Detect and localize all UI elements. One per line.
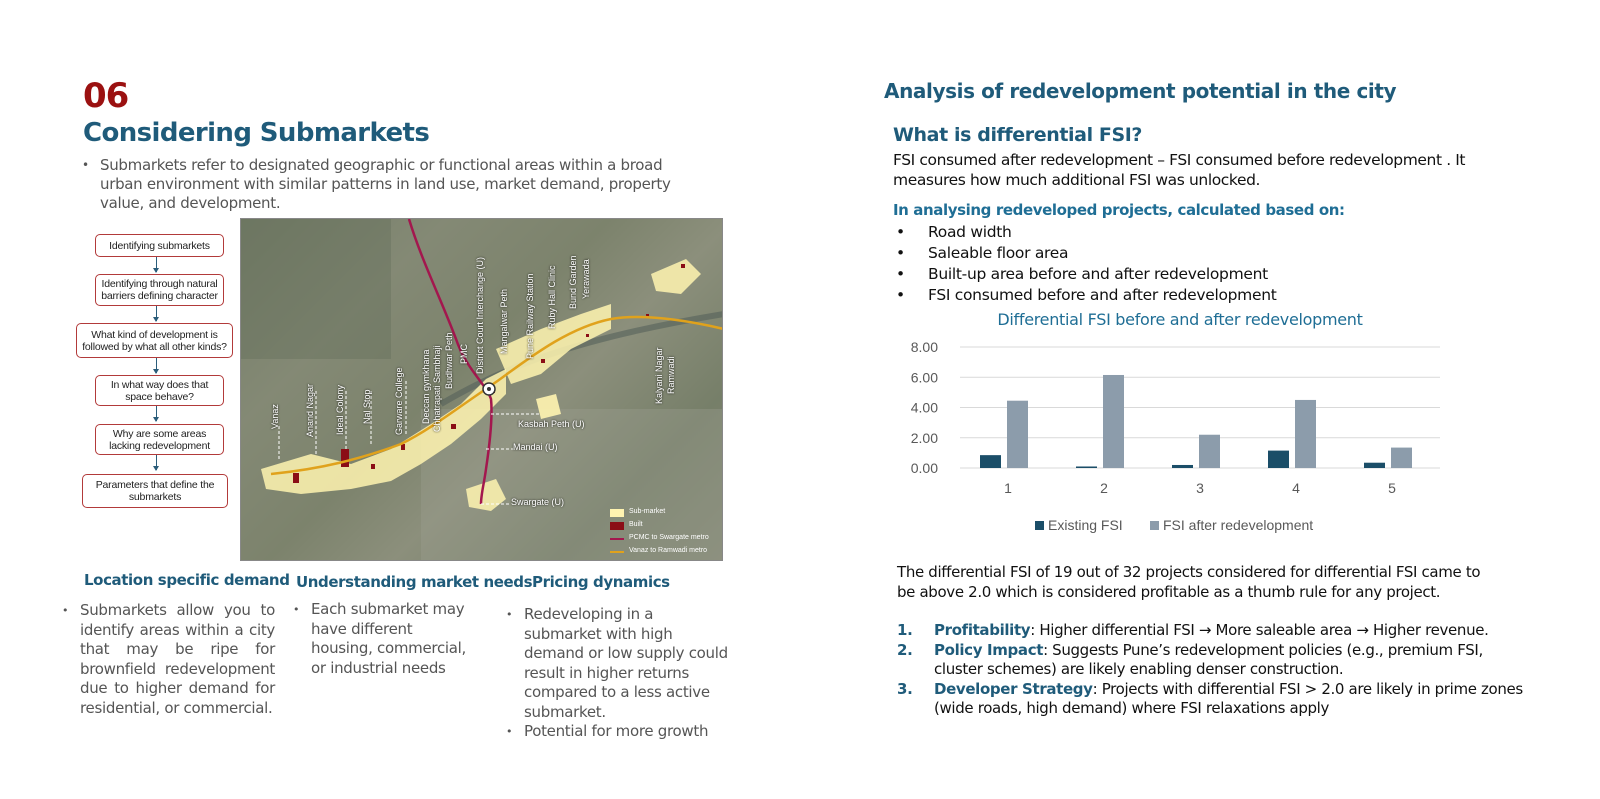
intro-bullet — [82, 156, 702, 213]
flow-step-5: Why are some areas lacking redevelopment — [95, 424, 224, 455]
y-tick-label: 0.00 — [910, 460, 938, 476]
y-tick-label: 8.00 — [910, 339, 938, 355]
list-number: 3. — [897, 679, 913, 698]
bar-existing-fsi-5 — [1364, 463, 1385, 468]
bullet-dot: • — [62, 604, 69, 617]
map-label: Kalyani Nagar — [654, 347, 664, 404]
bar-fsi-after-2 — [1103, 375, 1124, 468]
legend-label: FSI after redevelopment — [1163, 517, 1314, 533]
map-label: Ramwadi — [666, 356, 676, 394]
legend-swatch — [1035, 521, 1044, 530]
x-tick-label: 1 — [1004, 480, 1012, 496]
bullet-dot: • — [896, 223, 905, 241]
flow-arrow — [156, 306, 157, 321]
chart-title: Differential FSI before and after redevelopment — [997, 310, 1363, 329]
y-tick-label: 6.00 — [910, 369, 938, 386]
list-item-text: Saleable floor area — [928, 244, 1069, 262]
bullet-dot: • — [506, 725, 513, 738]
map-label: Nal Stop — [362, 389, 372, 424]
point-keyword: Policy Impact — [934, 640, 1044, 659]
map-label: Mangalwar Peth — [499, 288, 509, 354]
map-label: Deccan gymkhana — [421, 349, 431, 424]
bar-fsi-after-1 — [1007, 401, 1028, 468]
map-label: Anand Nagar — [305, 383, 315, 437]
right-page-title: Analysis of redevelopment potential in the city — [884, 79, 1397, 103]
legend-label: Existing FSI — [1048, 517, 1123, 533]
basis-heading: In analysing redeveloped projects, calculated based on: — [893, 201, 1345, 219]
bullet-dot: • — [896, 286, 905, 304]
flow-arrow — [156, 406, 157, 421]
bar-existing-fsi-2 — [1076, 466, 1097, 468]
map-label: Chhatrapati Sambhaji — [432, 345, 442, 432]
map-legend — [609, 505, 709, 557]
flow-arrow — [156, 257, 157, 272]
intro-text: Submarkets refer to designated geographic or functional areas within a broad urban environment with similar patterns in land use, market demand, property value, and development. — [100, 156, 671, 212]
list-number: 1. — [897, 621, 913, 639]
bar-existing-fsi-1 — [980, 455, 1001, 468]
list-item-text: Road width — [928, 223, 1012, 241]
map-label: Kasbah Peth (U) — [518, 419, 585, 429]
column-text-location — [62, 601, 275, 718]
legend-item: Vanaz to Ramwadi metro — [629, 547, 708, 554]
list-item — [896, 264, 1277, 285]
map-label: Pune Railway Station — [525, 273, 535, 359]
column-heading-location: Location specific demand — [84, 571, 290, 589]
x-tick-label: 3 — [1196, 480, 1204, 496]
implications-list — [897, 621, 1527, 719]
list-item — [896, 243, 1277, 264]
flow-step-1: Identifying submarkets — [95, 234, 224, 257]
section-title: Considering Submarkets — [83, 118, 430, 148]
section-number: 06 — [83, 76, 129, 116]
list-item-text: FSI consumed before and after redevelopment — [928, 286, 1277, 304]
bar-existing-fsi-3 — [1172, 465, 1193, 468]
column-bullet: Submarkets allow you to identify areas within a city that may be ripe for brownfield redevelopment due to higher demand for residential, or commercial. — [80, 601, 275, 717]
bar-fsi-after-3 — [1199, 435, 1220, 468]
x-tick-label: 2 — [1100, 480, 1108, 496]
point-text: : Higher differential FSI → More saleable area → Higher revenue. — [1030, 621, 1489, 639]
legend-item: Sub-market — [629, 508, 666, 515]
flow-step-3: What kind of development is followed by what all other kinds? — [76, 323, 233, 358]
map-label: Ruby Hall Clinic — [547, 265, 557, 329]
point-text: : Projects with differential FSI > 2.0 are likely in prime zones (wide roads, high demand) where FSI relaxations apply — [934, 679, 1523, 717]
column-heading-pricing: Pricing dynamics — [532, 573, 670, 591]
map-label: Mandai (U) — [513, 442, 558, 452]
submarket-flowchart — [76, 230, 236, 520]
flow-arrow — [156, 358, 157, 373]
chart-svg — [900, 320, 1460, 545]
legend-swatch — [1150, 521, 1159, 530]
column-heading-market: Understanding market needs — [296, 573, 533, 591]
y-tick-label: 4.00 — [910, 399, 938, 416]
summary-paragraph: The differential FSI of 19 out of 32 projects considered for differential FSI came to be above 2.0 which is considered profitable as a thumb rule for any project. — [897, 563, 1481, 601]
list-item — [896, 222, 1277, 243]
column-bullet: Redeveloping in a submarket with high demand or low supply could result in higher returns compared to a less active submarket. — [524, 605, 728, 721]
bullet-dot: • — [82, 158, 89, 172]
map-label: Ideal Colony — [335, 384, 345, 435]
basis-list — [896, 222, 1277, 306]
legend-item: PCMC to Swargate metro — [629, 534, 709, 541]
differential-fsi-chart — [900, 310, 1460, 545]
list-item — [897, 680, 1527, 719]
flow-step-2: Identifying through natural barriers defining character — [95, 274, 224, 306]
list-item — [897, 621, 1527, 641]
differential-fsi-definition: FSI consumed after redevelopment – FSI consumed before redevelopment . It measures how much additional FSI was unlocked. — [893, 151, 1466, 189]
differential-fsi-question: What is differential FSI? — [893, 124, 1143, 146]
x-tick-label: 4 — [1292, 480, 1300, 496]
bullet-dot: • — [896, 265, 905, 283]
list-item-text: Built-up area before and after redevelopment — [928, 265, 1268, 283]
point-text: : Suggests Pune’s redevelopment policies (e.g., premium FSI, cluster schemes) are likely enabling denser construction. — [934, 640, 1483, 678]
x-tick-label: 5 — [1388, 480, 1396, 496]
y-tick-label: 2.00 — [910, 429, 938, 446]
bullet-dot: • — [293, 603, 300, 616]
column-bullet: Potential for more growth — [524, 722, 709, 740]
map-label: Yerawada — [581, 259, 591, 299]
column-bullet-row — [506, 605, 731, 722]
column-bullet: Each submarket may have different housing, commercial, or industrial needs — [311, 600, 466, 677]
column-text-market — [293, 600, 473, 678]
bar-existing-fsi-4 — [1268, 451, 1289, 468]
submarket-map — [240, 218, 723, 561]
list-item — [896, 285, 1277, 306]
map-label: Vanaz — [270, 404, 280, 429]
column-bullet-row — [506, 722, 731, 742]
map-label: PMC — [459, 344, 469, 364]
map-label: Budhwar Peth — [444, 332, 454, 389]
bullet-dot: • — [896, 244, 905, 262]
bullet-dot: • — [506, 608, 513, 621]
bar-fsi-after-4 — [1295, 400, 1316, 468]
list-item — [897, 641, 1527, 680]
map-label: District Court Interchange (U) — [475, 256, 485, 374]
map-label: Swargate (U) — [511, 497, 565, 507]
point-keyword: Profitability — [934, 621, 1031, 639]
map-label: Garware College — [394, 367, 404, 435]
legend-item: Built — [629, 521, 643, 528]
column-text-pricing — [506, 605, 731, 742]
map-label: Bund Garden — [568, 255, 578, 309]
list-number: 2. — [897, 640, 913, 659]
flow-step-6: Parameters that define the submarkets — [82, 474, 228, 508]
bar-fsi-after-5 — [1391, 448, 1412, 468]
flow-step-4: In what way does that space behave? — [95, 375, 224, 406]
point-keyword: Developer Strategy — [934, 679, 1093, 698]
flow-arrow — [156, 455, 157, 470]
